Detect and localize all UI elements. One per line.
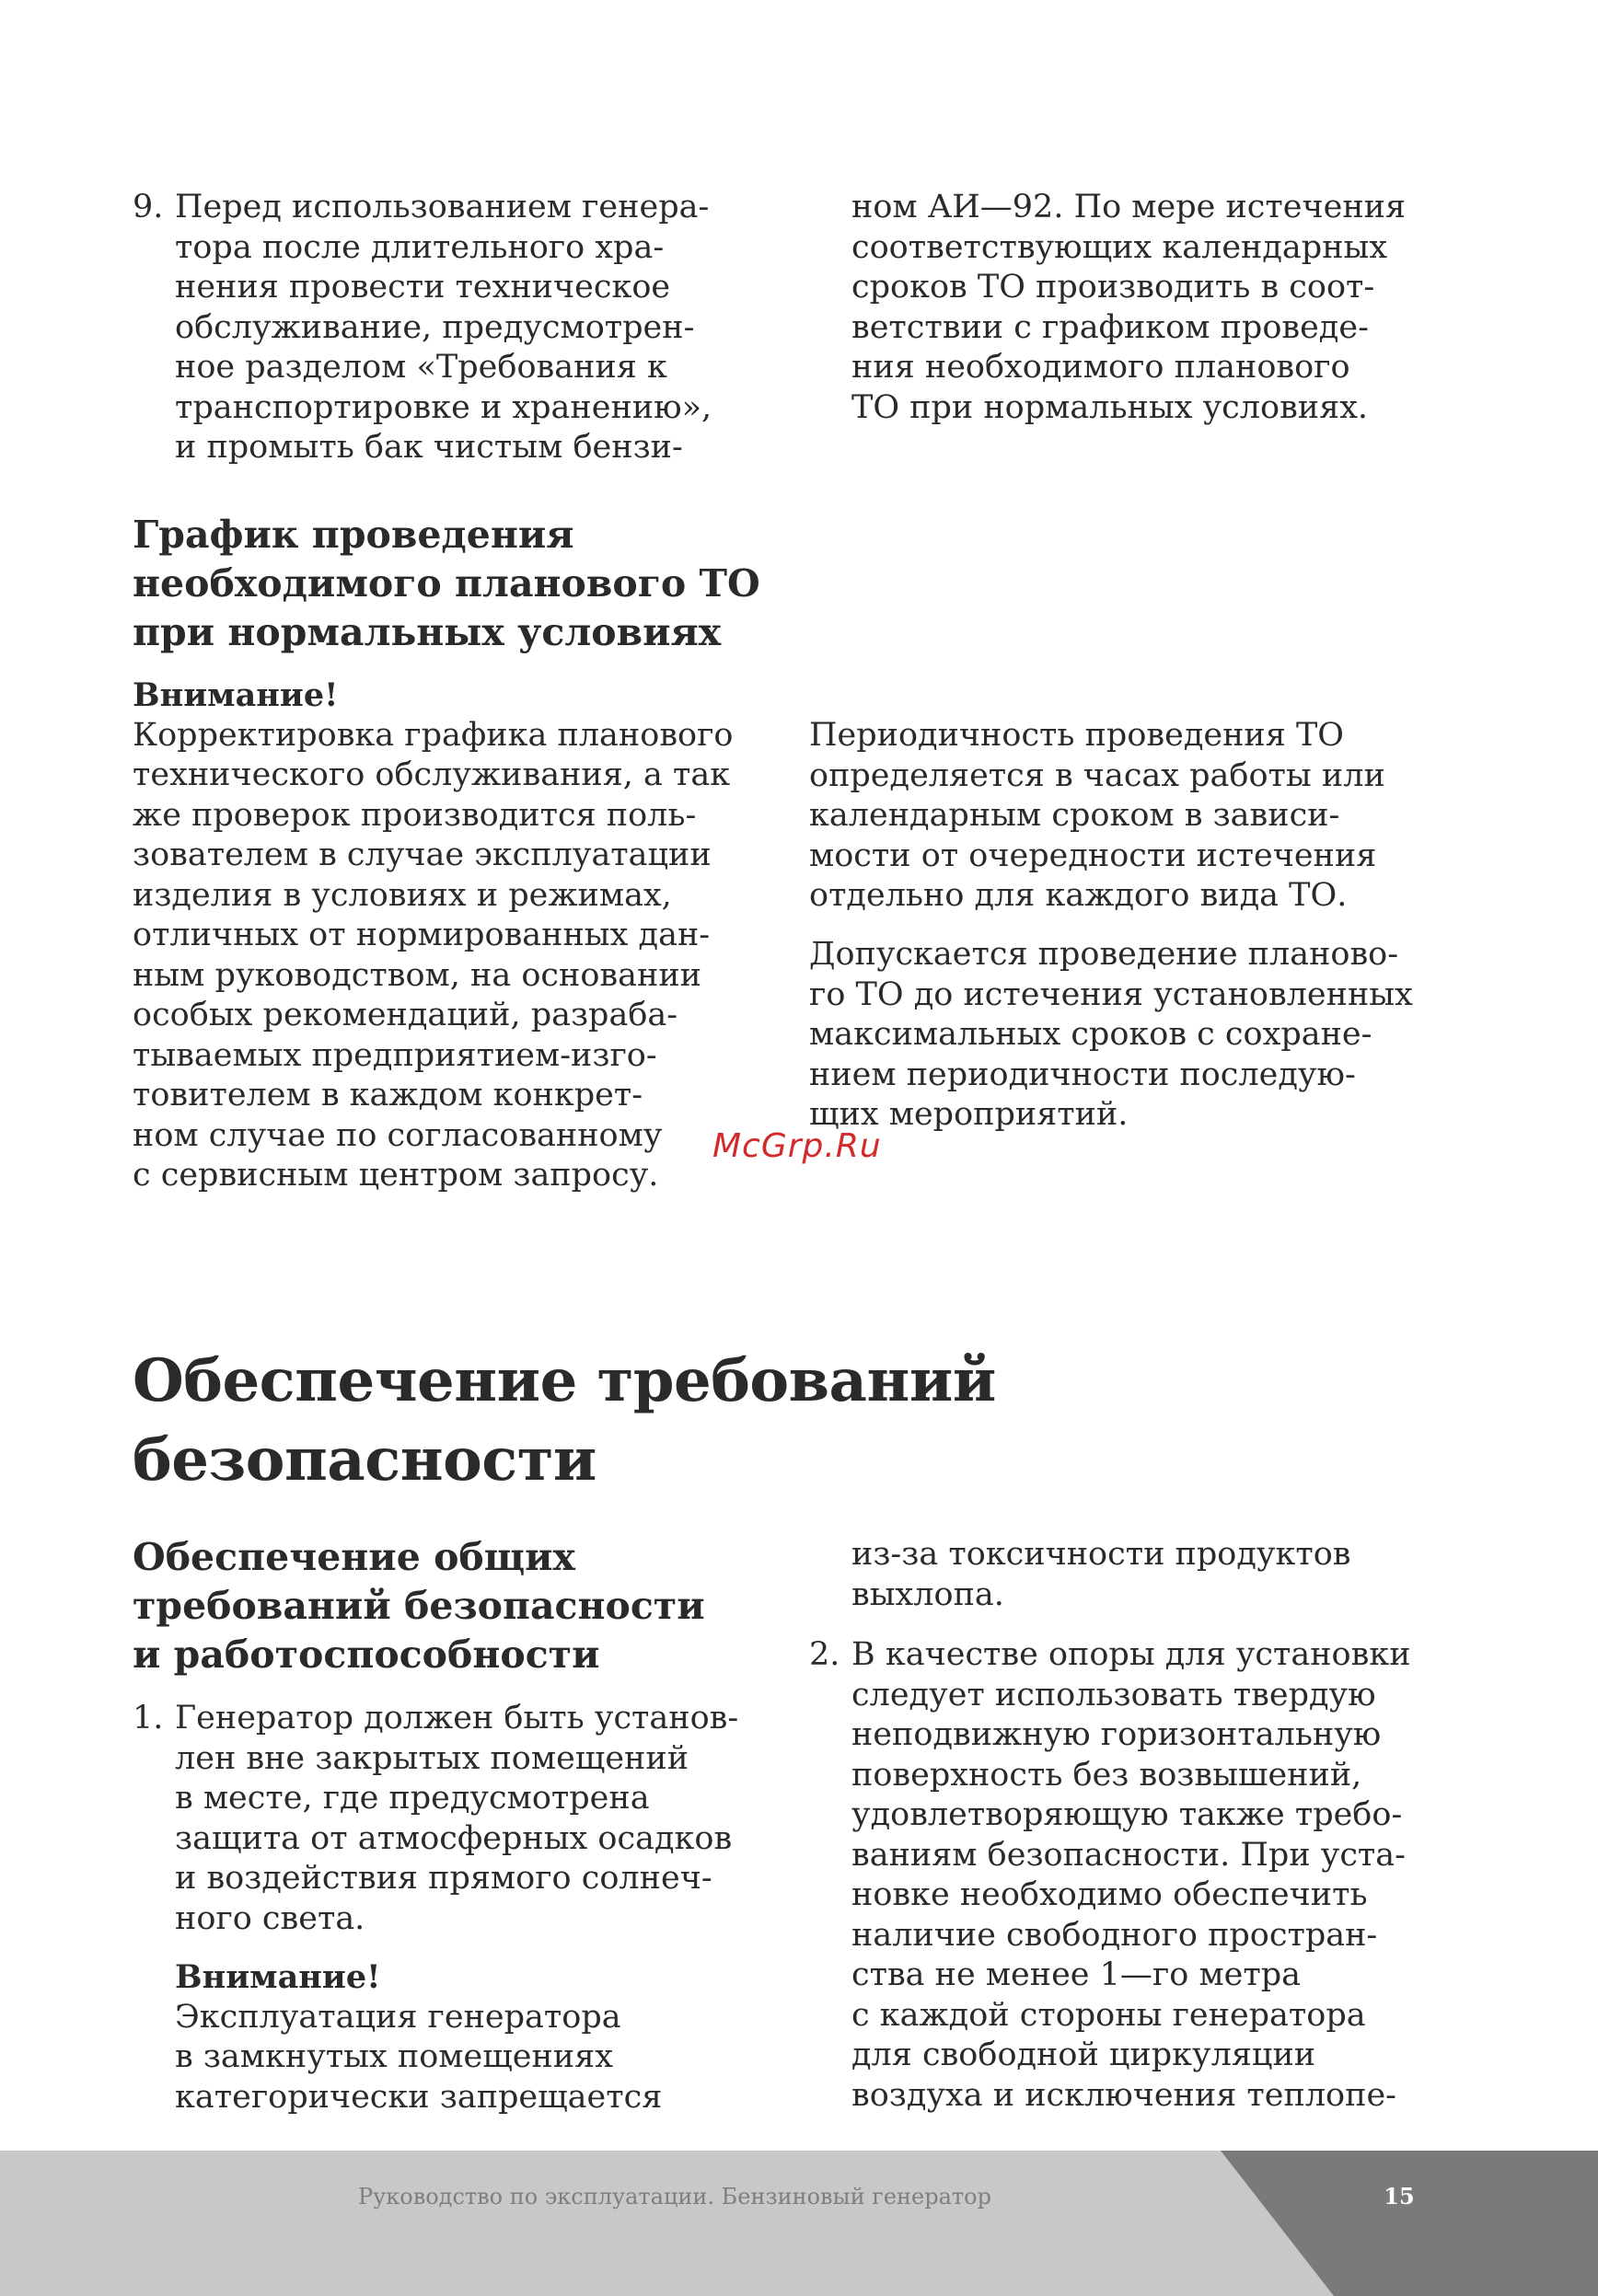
list-item-9-continued bbox=[851, 188, 1441, 428]
list-item-text: Генератор должен быть установ- лен вне закрытых помещений в месте, где предусмотрена защита от атмосферных осадков и воздействия прямого солнеч- ного света. bbox=[175, 1700, 739, 1937]
safety-title-block bbox=[133, 1342, 1329, 1500]
list-item-1 bbox=[133, 1699, 764, 2117]
list-item-text-continued: ном АИ—92. По мере истечения соответствующих календарных сроков ТО производить в соот- ветствии с графиком проведе- ния необходимого планового ТО при нормальных условиях. bbox=[851, 189, 1407, 426]
safety-subheading-block bbox=[133, 1533, 832, 1679]
list-item-text: Перед использованием генера- тора после длительного хра- нения провести техническое обслуживание, предусмотрен- ное разделом «Требования к транспортировке и хранению», и промыть бак чистым бензи- bbox=[175, 189, 712, 466]
attention-block bbox=[133, 675, 758, 1196]
section-heading: График проведения необходимого планового ТО при нормальных условиях bbox=[133, 513, 760, 654]
allowed-paragraph bbox=[809, 935, 1453, 1136]
footer-title: Руководство по эксплуатации. Бензиновый генератор bbox=[357, 2184, 991, 2209]
periodicity-paragraph bbox=[809, 716, 1453, 917]
attention-label: Внимание! bbox=[175, 1958, 381, 1996]
list-item-9 bbox=[133, 188, 727, 468]
paragraph-text: Периодичность проведения ТО определяется в часах работы или календарным сроком в зависи- мости от очередности истечения отдельно для каждого вида ТО. bbox=[809, 717, 1385, 914]
paragraph-text: Допускается проведение планово- го ТО до истечения установленных максимальных сроков с сохране- нием периодичности последую- щих мероприятий. bbox=[809, 936, 1413, 1133]
page-title: Обеспечение требований безопасности bbox=[133, 1346, 996, 1494]
attention-text: Эксплуатация генератора в замкнутых помещениях категорически запрещается bbox=[175, 1998, 663, 2116]
attention-text: Корректировка графика планового технического обслуживания, а так же проверок производится поль- зователем в случае эксплуатации изделия в условиях и режимах, отличных от нормированных дан- ным руководством, на основании особых рекомендаций, разраба- тываемых предприятием-изго- товителем в каждом конкрет- ном случае по согласованному с сервисным центром запросу. bbox=[133, 716, 734, 1194]
list-number: 9. bbox=[133, 189, 164, 225]
attention-label: Внимание! bbox=[133, 676, 339, 714]
section-heading: Обеспечение общих требований безопасности и работоспособности bbox=[133, 1535, 705, 1677]
list-number: 1. bbox=[133, 1700, 164, 1736]
list-item-2 bbox=[809, 1635, 1450, 2116]
schedule-heading bbox=[133, 511, 869, 657]
page-number: 15 bbox=[1384, 2183, 1415, 2209]
list-item-text-continued: из-за токсичности продуктов выхлопа. bbox=[851, 1536, 1351, 1613]
watermark: McGrp.Ru bbox=[712, 1127, 882, 1165]
list-number: 2. bbox=[809, 1636, 840, 1673]
list-item-1-continued bbox=[851, 1535, 1441, 1615]
list-item-text: В качестве опоры для установки следует использовать твердую неподвижную горизонтальную поверхность без возвышений, удовлетворяющую также требо- ваниям безопасности. При уста- новке необходимо обеспечить наличие свободного простран- ства не менее 1—го метра с каждой стороны генератора для свободной циркуляции воздуха и исключения теплопе- bbox=[851, 1636, 1411, 2114]
